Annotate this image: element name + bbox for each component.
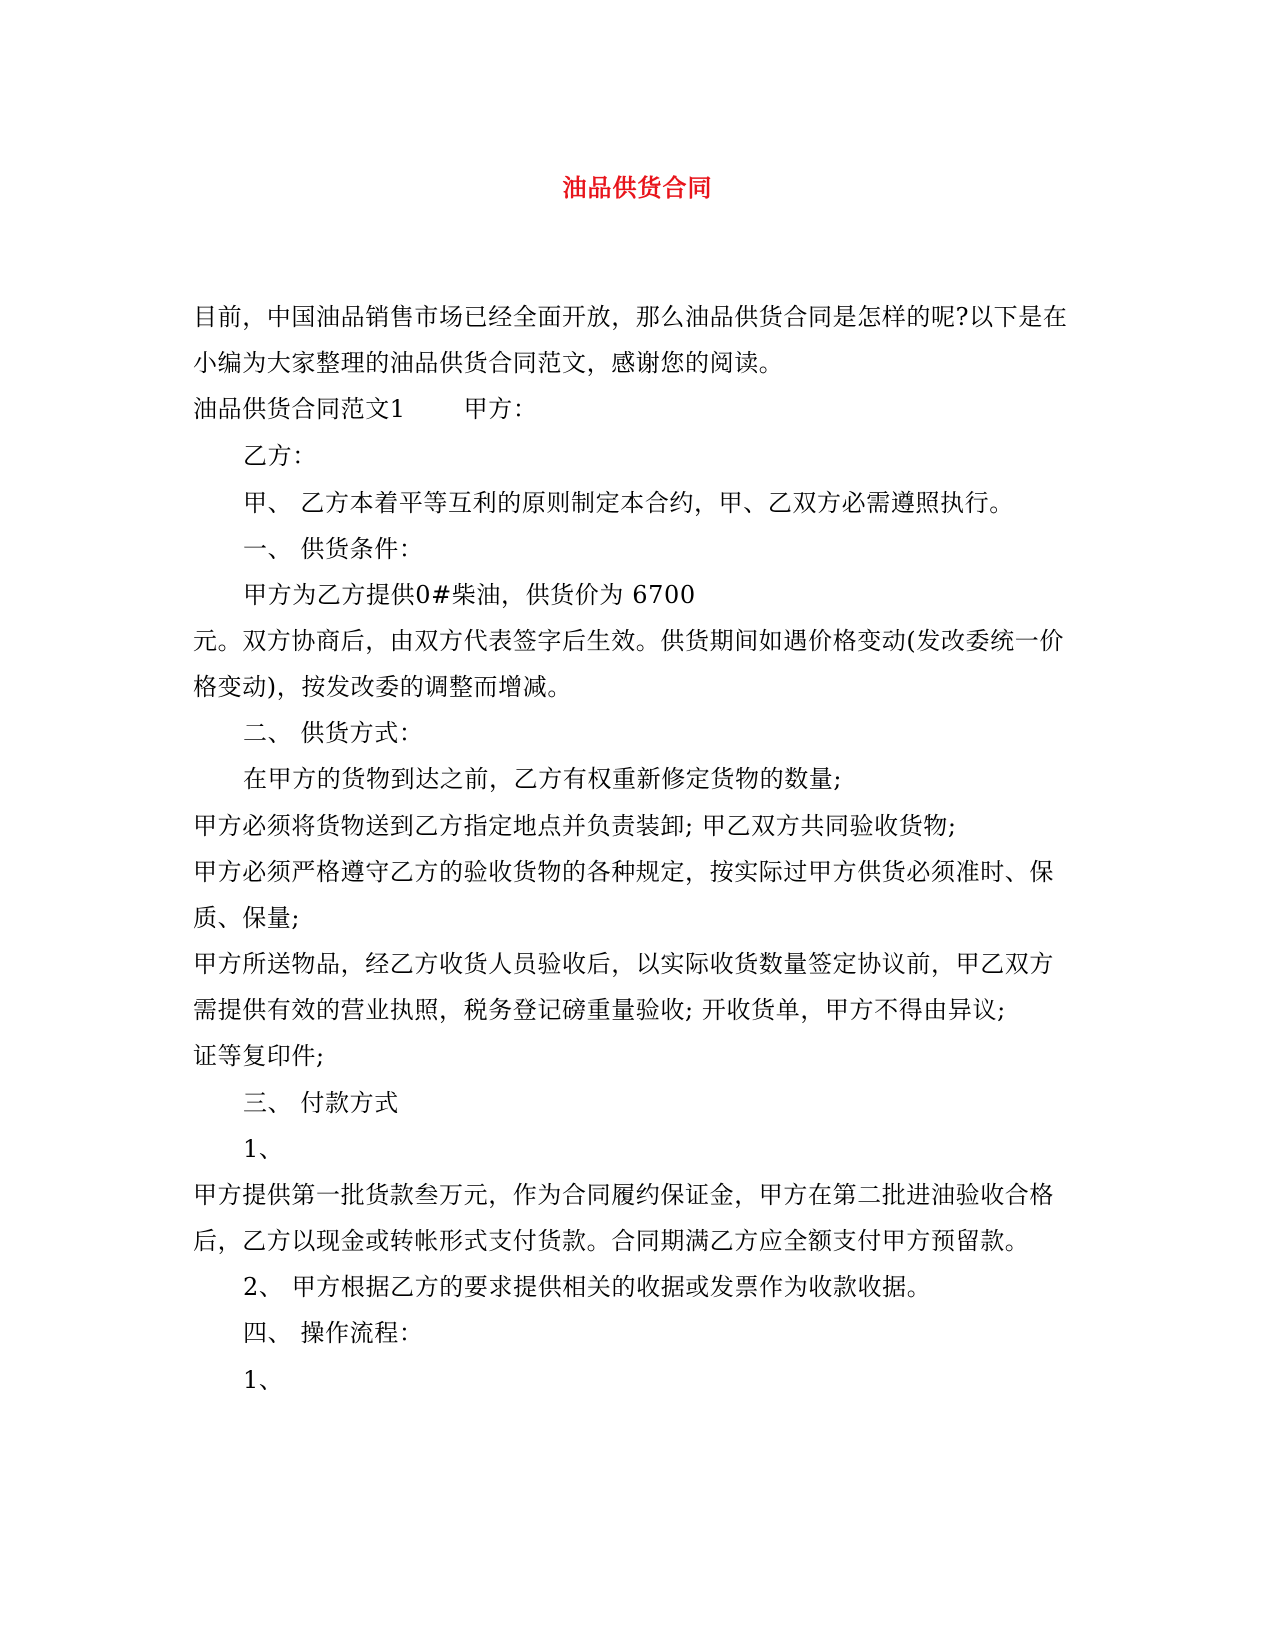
- section-heading: 四、 操作流程：: [243, 1319, 424, 1347]
- section-heading: 一、 供货条件：: [243, 535, 424, 563]
- paragraph-line: 目前，中国油品销售市场已经全面开放，那么油品供货合同是怎样的呢?以下是在: [193, 303, 1068, 331]
- list-number: 1、: [243, 1135, 284, 1163]
- paragraph-line: 甲方所送物品，经乙方收货人员验收后，以实际收货数量签定协议前，甲乙双方: [193, 950, 1054, 978]
- paragraph-line: 元。双方协商后，由双方代表签字后生效。供货期间如遇价格变动(发改委统一价: [193, 627, 1064, 655]
- paragraph-line: 在甲方的货物到达之前，乙方有权重新修定货物的数量;: [243, 765, 843, 793]
- paragraph-line: 后，乙方以现金或转帐形式支付货款。合同期满乙方应全额支付甲方预留款。: [193, 1227, 1030, 1255]
- paragraph-line: 需提供有效的营业执照，税务登记磅重量验收; 开收货单，甲方不得由异议;: [193, 996, 1006, 1024]
- document-title: 油品供货合同: [562, 173, 713, 202]
- paragraph-line: 2、 甲方根据乙方的要求提供相关的收据或发票作为收款收据。: [243, 1273, 932, 1301]
- section-heading: 三、 付款方式: [243, 1089, 399, 1117]
- paragraph-line: 小编为大家整理的油品供货合同范文，感谢您的阅读。: [193, 349, 784, 377]
- sample-heading: 油品供货合同范文1: [193, 395, 406, 423]
- paragraph-line: [193, 394, 537, 424]
- paragraph-line: 甲、 乙方本着平等互利的原则制定本合约，甲、乙双方必需遵照执行。: [243, 489, 1014, 517]
- paragraph-line: 甲方为乙方提供0#柴油，供货价为 6700: [243, 581, 696, 609]
- party-b-label: 乙方：: [243, 442, 317, 470]
- paragraph-line: 甲方提供第一批货款叁万元，作为合同履约保证金，甲方在第二批进油验收合格: [193, 1181, 1054, 1209]
- list-number: 1、: [243, 1366, 284, 1394]
- paragraph-line: 格变动)，按发改委的调整而增减。: [193, 673, 572, 701]
- paragraph-line: 甲方必须将货物送到乙方指定地点并负责装卸; 甲乙双方共同验收货物;: [193, 812, 957, 840]
- paragraph-line: 证等复印件;: [193, 1042, 325, 1070]
- paragraph-line: 甲方必须严格遵守乙方的验收货物的各种规定，按实际过甲方供货必须准时、保: [193, 858, 1054, 886]
- section-heading: 二、 供货方式：: [243, 719, 424, 747]
- paragraph-line: 质、保量;: [193, 904, 301, 932]
- party-a-label: 甲方：: [463, 395, 538, 423]
